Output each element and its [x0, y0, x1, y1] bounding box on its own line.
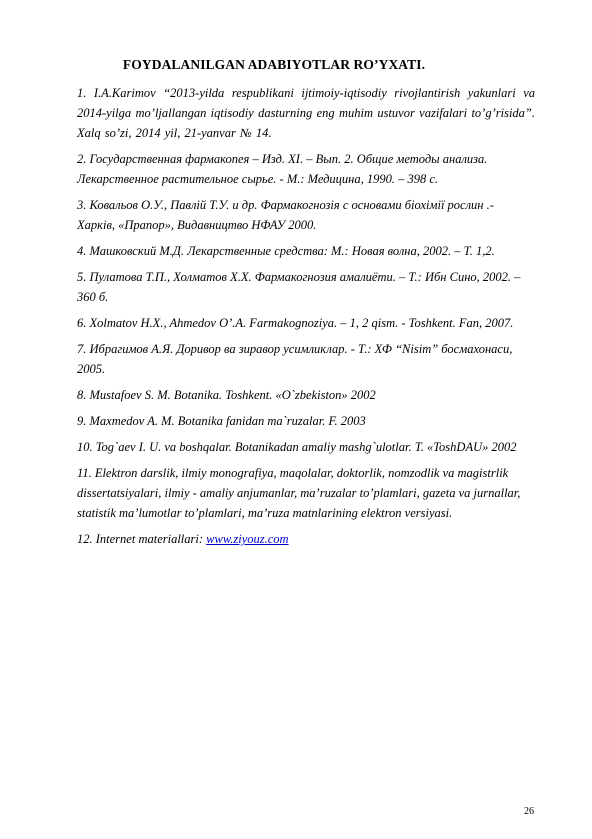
reference-item-12 [77, 529, 535, 549]
reference-item-3: 3. Ковальов О.У., Павлій Т.У. и др. Фармакогнозія с основами біохімії рослин .- Харків, «Прапор», Видавництво НФАУ 2000. [77, 198, 494, 232]
reference-item-10: 10. Tog`aev I. U. va boshqalar. Botanikadan amaliy mashg`ulotlar. T. «ToshDAU» 2002 [77, 440, 517, 454]
reference-item-7: 7. Ибрагимов А.Я. Доривор ва зиравор усимликлар. - Т.: ХФ “Nisim” босмахонаси, 2005. [77, 342, 513, 376]
reference-list [77, 83, 535, 555]
reference-item-4: 4. Машковский М.Д. Лекарственные средства: М.: Новая волна, 2002. – Т. 1,2. [77, 244, 495, 258]
reference-12-prefix: 12. Internet materiallari: [77, 532, 207, 546]
reference-item-11: 11. Elektron darslik, ilmiy monografiya, maqolalar, doktorlik, nomzodlik va magistrlik dissertatsiyalari, ilmiy - amaliy anjumanlar, ma’ruzalar to’plamlari, gazeta va jurnallar, statistik ma’lumotlar to’plamlari, ma’ruza matnlarining elektron versiyasi. [77, 466, 521, 520]
reference-item-5: 5. Пулатова Т.П., Холматов Х.Х. Фармакогнозия амалиёти. – Т.: Ибн Сино, 2002. – 360 б. [77, 270, 521, 304]
reference-item-2: 2. Государственная фармакопея – Изд. XI. – Вып. 2. Общие методы анализа. Лекарственное растительное сырье. - М.: Медицина, 1990. – 398 с. [77, 152, 488, 186]
reference-item-9: 9. Maxmedov A. M. Botanika fanidan ma`ruzalar. F. 2003 [77, 414, 366, 428]
page-title: FOYDALANILGAN ADABIYOTLAR RO’YXATI. [122, 57, 426, 72]
reference-item-1: 1. I.A.Karimov “2013-yilda respublikani ijtimoiy-iqtisodiy rivojlantirish yakunlari va 2014-yilga mo’ljallangan iqtisodiy dasturning eng muhim ustuvor vazifalari to’g’risida”. Xalq so’zi, 2014 yil, 21-yanvar № 14. [77, 86, 535, 140]
page-number: 26 [524, 806, 534, 817]
reference-item-6: 6. Xolmatov H.X., Ahmedov O’.A. Farmakognoziya. – 1, 2 qism. - Toshkent. Fan, 2007. [77, 316, 514, 330]
ziyouz-link[interactable]: www.ziyouz.com [206, 532, 289, 546]
reference-item-8: 8. Mustafoev S. M. Botanika. Toshkent. «O`zbekiston» 2002 [77, 388, 376, 402]
